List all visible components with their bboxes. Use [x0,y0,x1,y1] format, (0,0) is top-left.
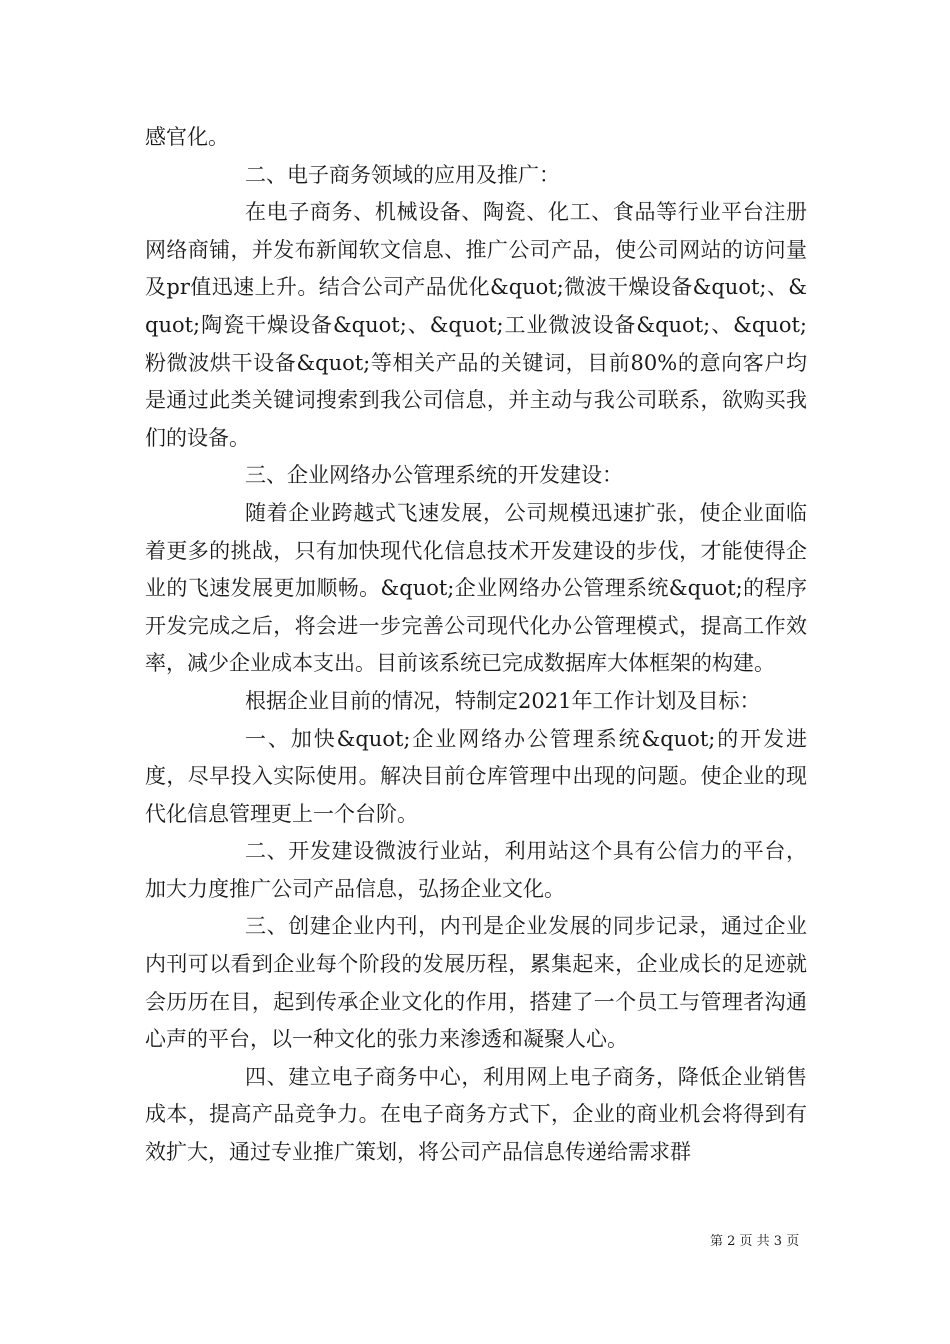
plan-item-4: 四、建立电子商务中心，利用网上电子商务，降低企业销售成本，提高产品竞争力。在电子商务方式下，企业的商业机会将得到有效扩大，通过专业推广策划，将公司产品信息传递给需求群 [145,1064,807,1165]
document-body [145,119,807,1172]
paragraph-1: 感官化。 [145,125,229,149]
paragraph-ecommerce: 在电子商务、机械设备、陶瓷、化工、食品等行业平台注册网络商铺，并发布新闻软文信息、推广公司产品，使公司网站的访问量及pr值迅速上升。结合公司产品优化&quot;微波干燥设备&quot;、&quot;陶瓷干燥设备&quot;、&quot;工业微波设备&quot;、&quot;粉微波烘干设备&quot;等相关产品的关键词，目前80%的意向客户均是通过此类关键词搜索到我公司信息，并主动与我公司联系，欲购买我们的设备。 [145,200,807,450]
plan-intro: 根据企业目前的情况，特制定2021年工作计划及目标： [245,688,761,713]
paragraph-office-system: 随着企业跨越式飞速发展，公司规模迅速扩张，使企业面临着更多的挑战，只有加快现代化信息技术开发建设的步伐，才能使得企业的飞速发展更加顺畅。&quot;企业网络办公管理系统&quot;的程序开发完成之后，将会进一步完善公司现代化办公管理模式，提高工作效率，减少企业成本支出。目前该系统已完成数据库大体框架的构建。 [145,500,807,676]
section-heading-ecommerce: 二、电子商务领域的应用及推广： [245,162,560,187]
plan-item-3: 三、创建企业内刊，内刊是企业发展的同步记录，通过企业内刊可以看到企业每个阶段的发展历程，累集起来，企业成长的足迹就会历历在目，起到传承企业文化的作用，搭建了一个员工与管理者沟通心声的平台，以一种文化的张力来渗透和凝聚人心。 [145,914,807,1052]
page-number: 第 2 页 共 3 页 [710,1234,800,1249]
section-heading-office-system: 三、企业网络办公管理系统的开发建设： [245,463,623,488]
plan-item-1: 一、加快&quot;企业网络办公管理系统&quot;的开发进度，尽早投入实际使用。解决目前仓库管理中出现的问题。使企业的现代化信息管理更上一个台阶。 [145,726,807,826]
plan-item-2: 二、开发建设微波行业站，利用站这个具有公信力的平台，加大力度推广公司产品信息，弘扬企业文化。 [145,839,807,901]
